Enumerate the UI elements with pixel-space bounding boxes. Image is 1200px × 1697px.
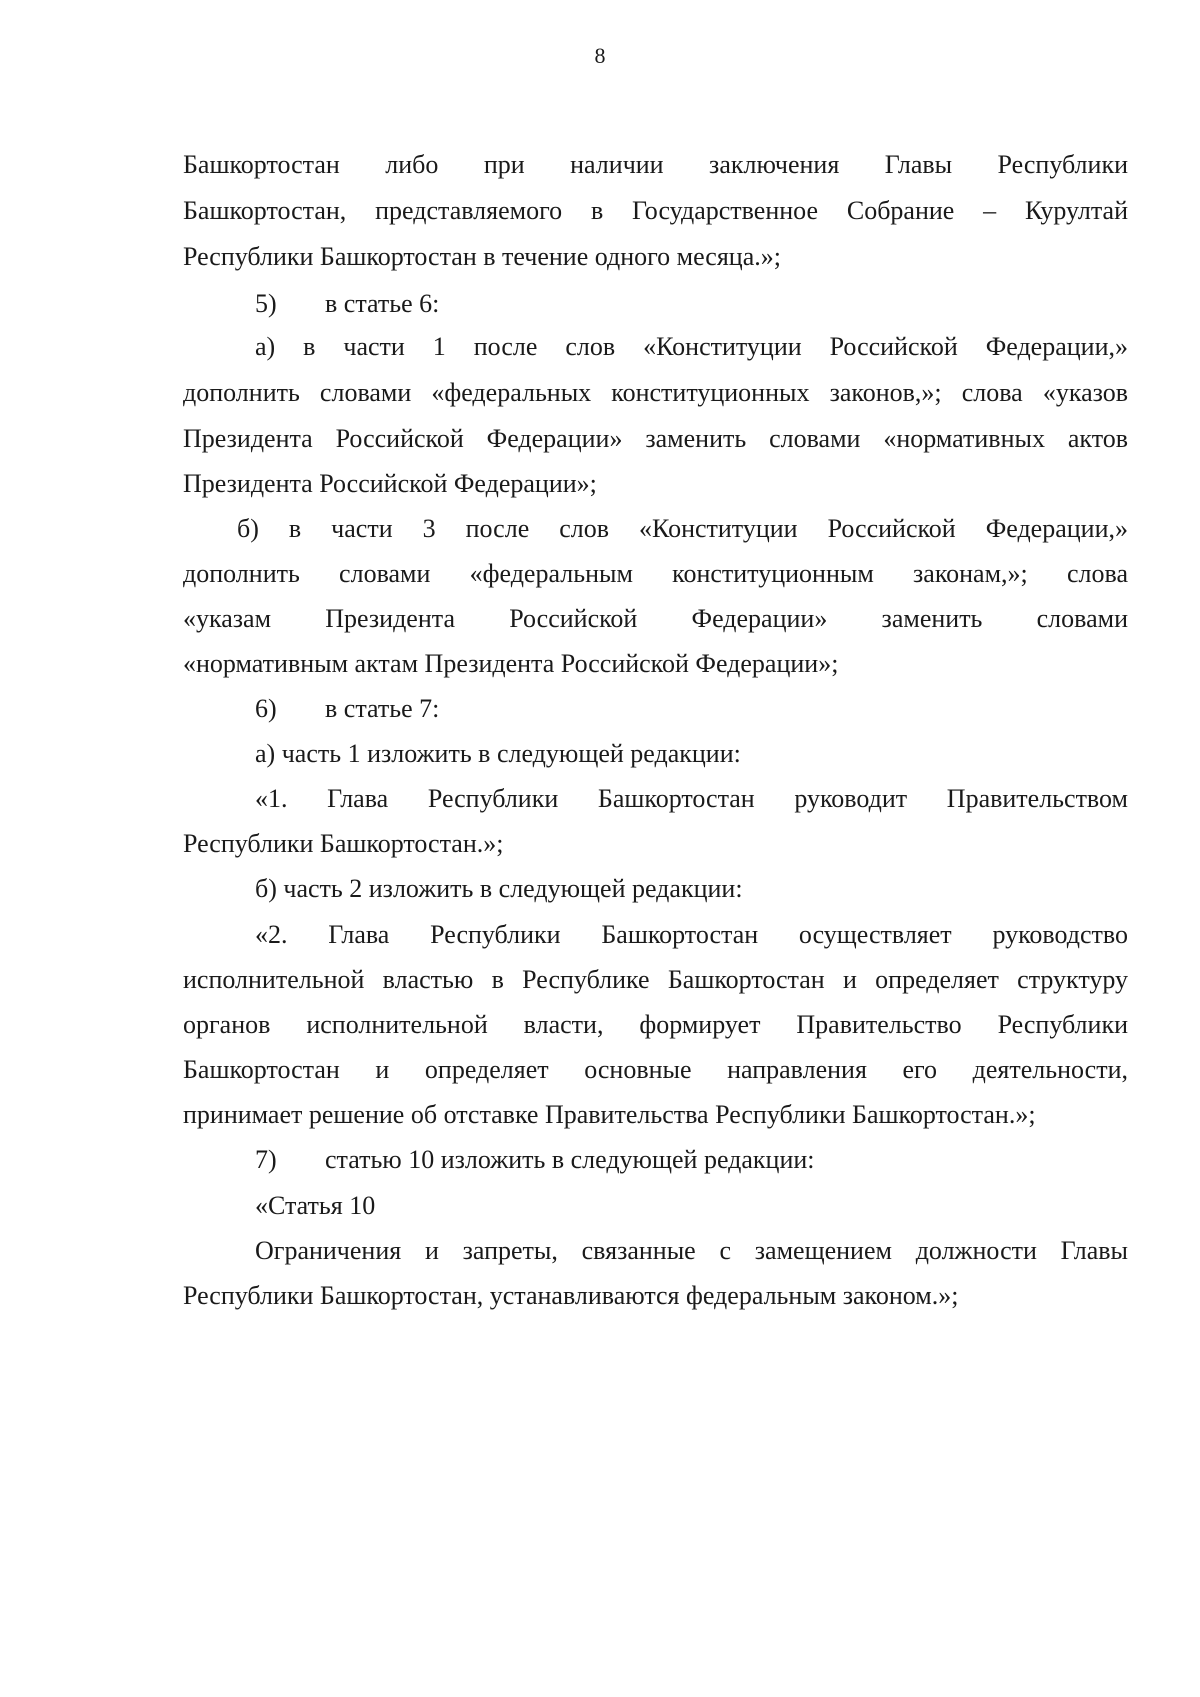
list-item-text: в статье 6: (325, 289, 440, 318)
text-line: Ограничения и запреты, связанные с замещением должности Главы (255, 1236, 1128, 1265)
list-item-heading (255, 1143, 815, 1177)
list-item-heading (255, 287, 439, 321)
text-line: Башкортостан либо при наличии заключения Главы Республики (183, 150, 1128, 179)
list-item-heading (255, 692, 439, 726)
text-line: Республики Башкортостан.»; (183, 829, 504, 858)
text-line: Республики Башкортостан в течение одного месяца.»; (183, 242, 781, 271)
text-line: «2. Глава Республики Башкортостан осуществляет руководство (255, 920, 1128, 949)
text-line: Президента Российской Федерации»; (183, 469, 597, 498)
list-item-text: статью 10 изложить в следующей редакции: (325, 1145, 815, 1174)
page-number: 8 (594, 43, 606, 68)
text-line: дополнить словами «федеральных конституционных законов,»; слова «указов (183, 378, 1128, 407)
text-line: б) часть 2 изложить в следующей редакции: (255, 874, 743, 903)
list-item-text: в статье 7: (325, 694, 440, 723)
text-line: Республики Башкортостан, устанавливаются федеральным законом.»; (183, 1281, 959, 1310)
text-line: Башкортостан, представляемого в Государственное Собрание – Курултай (183, 196, 1128, 225)
text-line: «1. Глава Республики Башкортостан руководит Правительством (255, 784, 1128, 813)
list-item-number: 6) (255, 694, 277, 723)
text-line: а) часть 1 изложить в следующей редакции: (255, 739, 741, 768)
list-item-number: 5) (255, 289, 277, 318)
list-item-number: 7) (255, 1145, 277, 1174)
text-line: «указам Президента Российской Федерации» заменить словами (183, 604, 1128, 633)
text-line: а) в части 1 после слов «Конституции Российской Федерации,» (255, 332, 1128, 361)
text-line: принимает решение об отставке Правительства Республики Башкортостан.»; (183, 1100, 1036, 1129)
text-line: б) в части 3 после слов «Конституции Российской Федерации,» (237, 514, 1128, 543)
text-line: Президента Российской Федерации» заменить словами «нормативных актов (183, 424, 1128, 453)
text-line: Башкортостан и определяет основные направления его деятельности, (183, 1055, 1128, 1084)
text-line: «нормативным актам Президента Российской Федерации»; (183, 649, 839, 678)
article-title: «Статья 10 (255, 1191, 376, 1220)
text-line: дополнить словами «федеральным конституционным законам,»; слова (183, 559, 1128, 588)
text-line: исполнительной властью в Республике Башкортостан и определяет структуру (183, 965, 1128, 994)
text-line: органов исполнительной власти, формирует Правительство Республики (183, 1010, 1128, 1039)
